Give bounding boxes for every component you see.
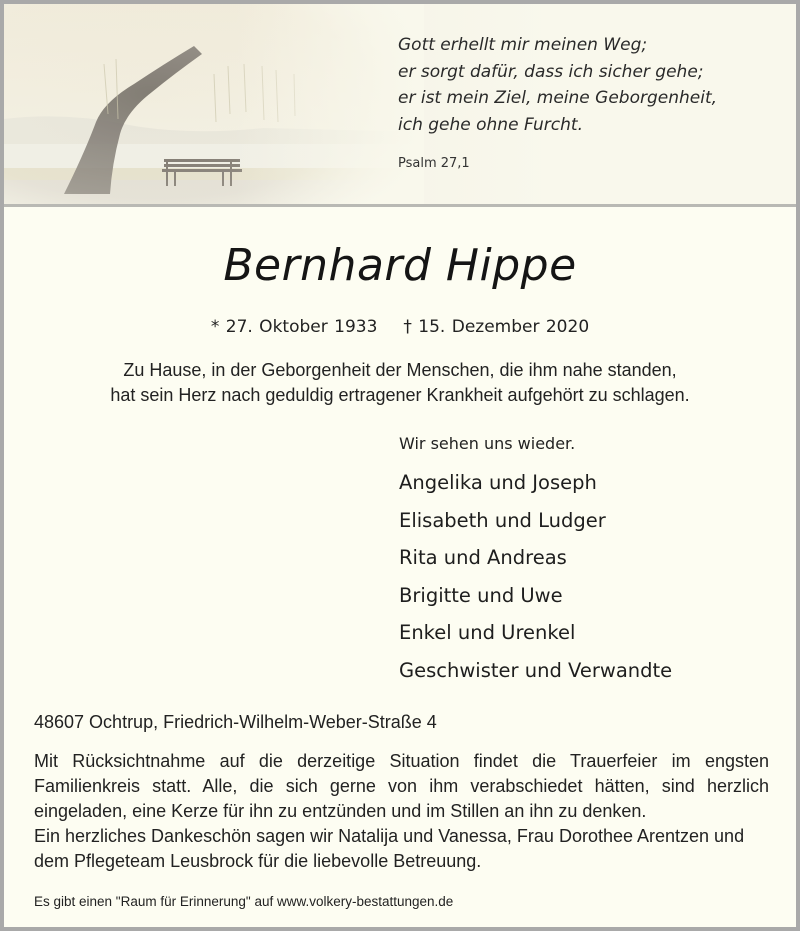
willow-tree-and-bench-icon xyxy=(4,4,424,204)
verse-line: ich gehe ohne Furcht. xyxy=(398,114,583,135)
death-date: † 15. Dezember 2020 xyxy=(403,317,590,337)
intro-line: hat sein Herz nach geduldig ertragener Krankheit aufgehört zu schlagen. xyxy=(110,385,690,405)
funeral-notice: Mit Rücksichtnahme auf die derzeitige Situation findet die Trauerfeier im engsten Familienkreis statt. Alle, die sich gerne von ihm verabschiedet hätten, sind herzlich eingeladen, eine Kerze für ihn zu entzünden und im Stillen an ihn zu denken. xyxy=(34,751,769,821)
verse-line: er sorgt dafür, dass ich sicher gehe; xyxy=(398,61,704,82)
mourner: Angelika und Joseph xyxy=(399,471,597,494)
life-dates xyxy=(4,317,796,337)
intro-line: Zu Hause, in der Geborgenheit der Menschen, die ihm nahe standen, xyxy=(123,360,677,380)
intro-text xyxy=(4,358,796,408)
bible-verse xyxy=(398,32,717,138)
obituary-card xyxy=(4,4,796,927)
mourner: Brigitte und Uwe xyxy=(399,583,563,607)
footer-note: Es gibt einen "Raum für Erinnerung" auf www.volkery-bestattungen.de xyxy=(34,894,454,909)
mourner: Geschwister und Verwandte xyxy=(399,658,673,682)
verse-line: Gott erhellt mir meinen Weg; xyxy=(398,35,648,55)
address: 48607 Ochtrup, Friedrich-Wilhelm-Weber-Straße 4 xyxy=(34,712,437,732)
mourner: Rita und Andreas xyxy=(399,546,567,569)
verse-line: er ist mein Ziel, meine Geborgenheit, xyxy=(398,88,718,108)
mourner: Elisabeth und Ludger xyxy=(399,508,606,532)
mourners-list xyxy=(399,464,672,689)
thanks-text: Ein herzliches Dankeschön sagen wir Natalija und Vanessa, Frau Dorothee Arentzen und dem Pflegeteam Leusbrock für die liebevolle Betreuung. xyxy=(34,826,745,871)
signoff: Wir sehen uns wieder. xyxy=(399,434,576,453)
birth-date: * 27. Oktober 1933 xyxy=(210,317,378,337)
header-banner xyxy=(4,4,796,207)
mourner: Enkel und Urenkel xyxy=(399,621,576,644)
verse-reference: Psalm 27,1 xyxy=(398,156,470,171)
deceased-name: Bernhard Hippe xyxy=(223,240,577,291)
